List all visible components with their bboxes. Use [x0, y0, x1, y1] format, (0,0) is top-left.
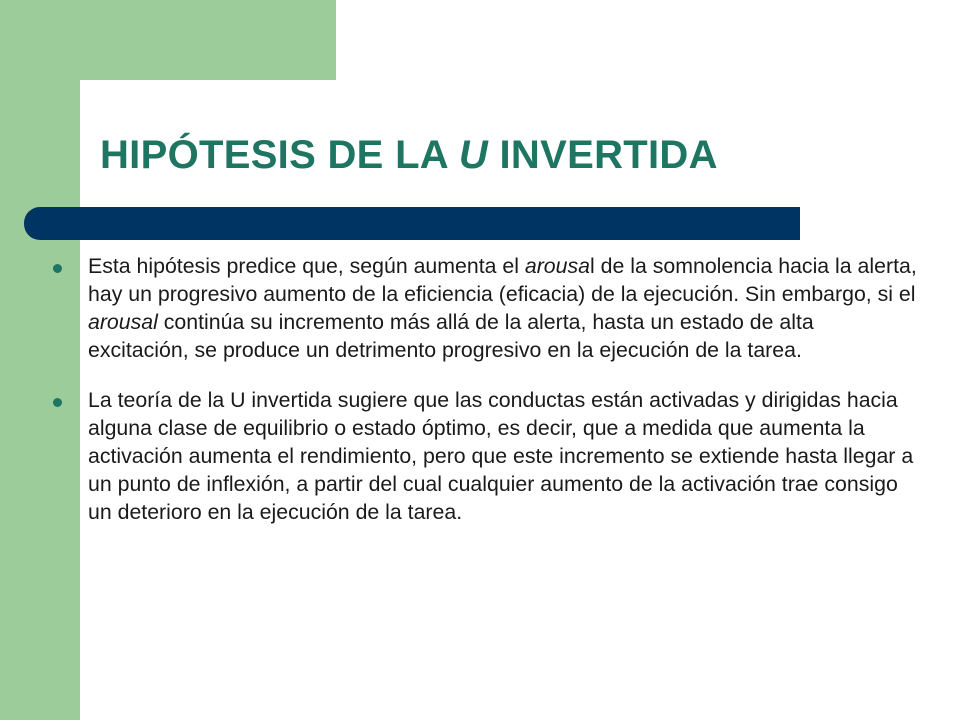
bullet-1-italic-b: arousal: [88, 310, 158, 334]
title-part-1: HIPÓTESIS DE LA: [100, 133, 459, 177]
title-part-2: INVERTIDA: [488, 133, 718, 177]
bullet-list: [50, 252, 920, 526]
title-underline-bar: [24, 207, 800, 240]
bullet-1-text-c: continúa su incremento más allá de la alerta, hasta un estado de alta excitación, se produce un detrimento progresivo en la ejecución de la tarea.: [88, 310, 814, 362]
bullet-1-text-a: Esta hipótesis predice que, según aumenta el: [88, 254, 525, 278]
bullet-item-1: [50, 252, 920, 364]
slide-title: [100, 133, 718, 178]
bullet-1-italic-a: arousa: [524, 254, 590, 278]
bullet-1-text-b: l de la somnolencia hacia la alerta, hay un progresivo aumento de la eficiencia (eficacia) de la ejecución. Sin embargo, si el: [88, 254, 917, 306]
bullet-2-text: La teoría de la U invertida sugiere que las conductas están activadas y dirigidas hacia alguna clase de equilibrio o estado óptimo, es decir, que a medida que aumenta la activación aumenta el rendimiento, pero que este incremento se extiende hasta llegar a un punto de inflexión, a partir del cual cualquier aumento de la activación trae consigo un deterioro en la ejecución de la tarea.: [88, 388, 914, 524]
bullet-item-2: [50, 386, 920, 526]
bullet-dot-icon: [53, 264, 62, 273]
bullet-dot-icon: [53, 398, 62, 407]
title-italic-u: U: [458, 133, 489, 177]
